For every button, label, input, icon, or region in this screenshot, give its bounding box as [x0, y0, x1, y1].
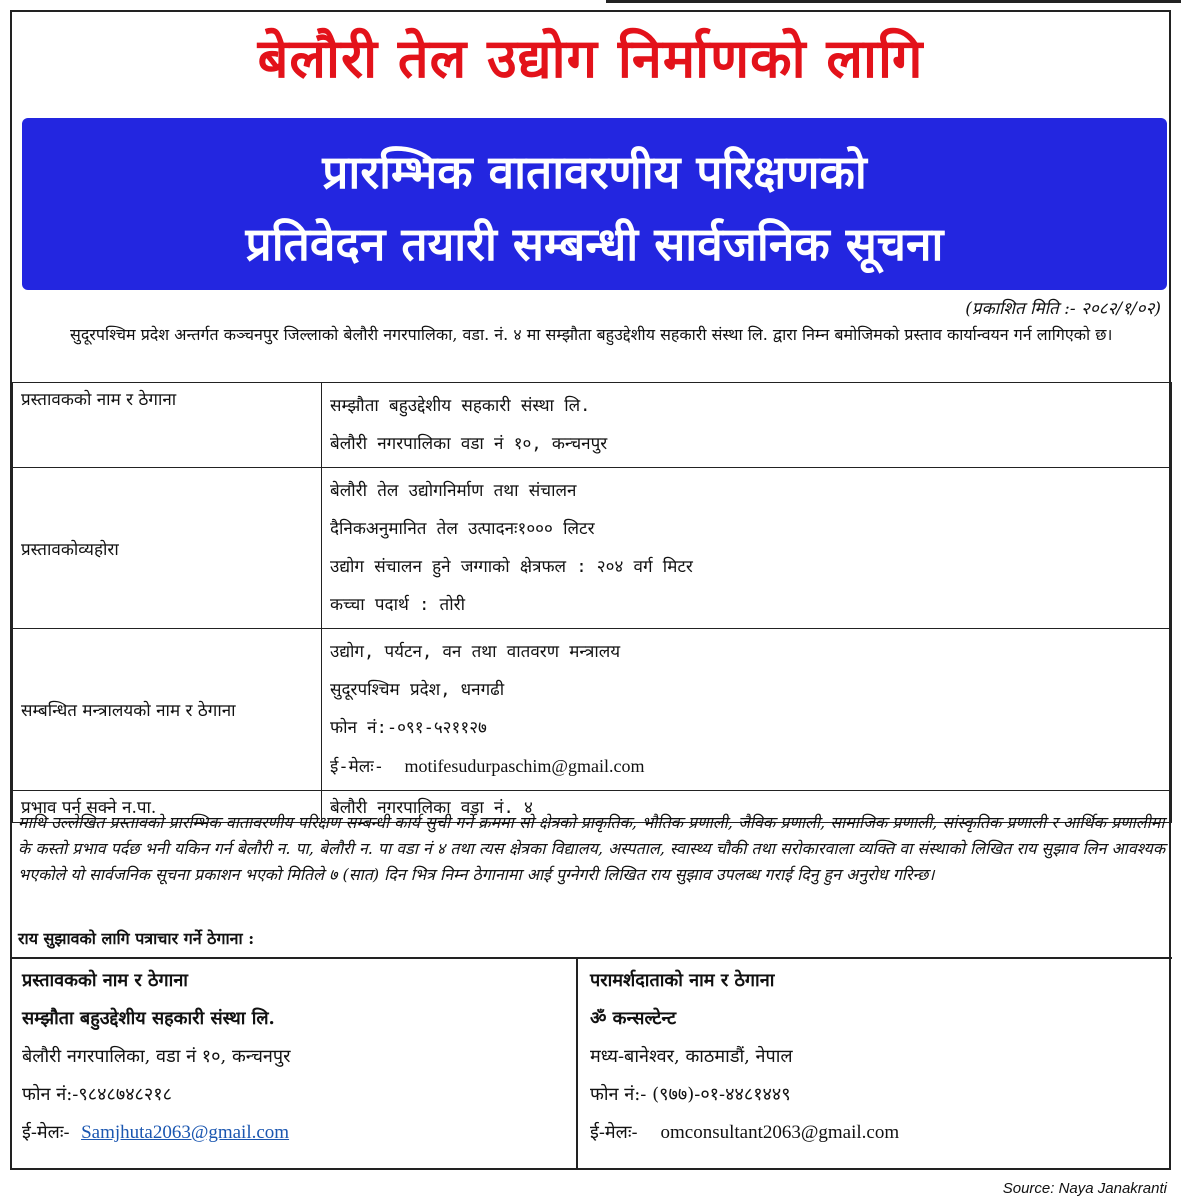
consultant-contact-org: ॐ कन्सल्टेन्ट [590, 1008, 677, 1029]
row-value-proposal [322, 468, 1172, 629]
banner-line-1: प्रारम्भिक वातावरणीय परिक्षणको [322, 145, 867, 199]
consultant-contact [590, 962, 899, 1152]
proponent-contact-phone: फोन नं:-९८४८७४८२१८ [22, 1084, 172, 1105]
consultant-contact-heading: परामर्शदाताको नाम र ठेगाना [590, 970, 775, 991]
intro-text: सुदूरपश्चिम प्रदेश अन्तर्गत कञ्चनपुर जिल्लाको बेलौरी नगरपालिका, वडा. नं. ४ मा सम्झौता बहुउद्देशीय सहकारी संस्था लि. द्वारा निम्न बमोजिमको प्रस्ताव कार्यान्वयन गर्न लागिएको छ। [70, 325, 1113, 344]
proponent-email-link[interactable]: Samjhuta2063@gmail.com [81, 1122, 290, 1143]
email-label: ई-मेलः- [330, 757, 384, 777]
proposal-line: दैनिकअनुमानित तेल उत्पादनः१००० लिटर [330, 519, 595, 539]
ministry-email: motifesudurpaschim@gmail.com [404, 756, 645, 776]
banner-line-2: प्रतिवेदन तयारी सम्बन्धी सार्वजनिक सूचना [245, 217, 944, 271]
ministry-name: उद्योग, पर्यटन, वन तथा वातवरण मन्त्रालय [330, 642, 621, 662]
consultant-contact-phone: फोन नं:- (९७७)-०१-४४८१४४९ [590, 1084, 791, 1105]
ministry-email-row [330, 747, 1163, 786]
proponent-contact-address: बेलौरी नगरपालिका, वडा नं १०, कन्चनपुर [22, 1046, 291, 1067]
row-value-proponent [322, 383, 1172, 468]
contact-divider-horizontal [12, 957, 1172, 959]
consultant-contact-address: मध्य-बानेश्वर, काठमाडौं, नेपाल [590, 1046, 793, 1067]
proposal-info-table [12, 382, 1172, 823]
email-label: ई-मेलः- [590, 1122, 638, 1143]
row-label-ministry: सम्बन्धित मन्त्रालयको नाम र ठेगाना [13, 629, 322, 791]
email-label: ई-मेलः- [22, 1122, 70, 1143]
row-label-proponent: प्रस्तावकको नाम र ठेगाना [13, 383, 322, 468]
top-border-line [606, 0, 1181, 3]
table-row [13, 383, 1172, 468]
proponent-contact-org: सम्झौता बहुउद्देशीय सहकारी संस्था लि. [22, 1008, 275, 1029]
consultant-email: omconsultant2063@gmail.com [660, 1122, 900, 1143]
proponent-contact-heading: प्रस्तावकको नाम र ठेगाना [22, 970, 188, 991]
ministry-address: सुदूरपश्चिम प्रदेश, धनगढी [330, 680, 505, 700]
row-label-proposal: प्रस्तावकोव्यहोरा [13, 468, 322, 629]
row-label-affected-municipality: प्रभाव पर्न सक्ने न.पा. [13, 791, 322, 823]
notice-title: बेलौरी तेल उद्योग निर्माणको लागि [257, 27, 924, 90]
affected-municipality: बेलौरी नगरपालिका वडा नं. ४ [330, 798, 533, 818]
proponent-name: सम्झौता बहुउद्देशीय सहकारी संस्था लि. [330, 396, 591, 416]
proponent-contact [22, 962, 291, 1152]
publish-date: (प्रकाशित मिति :- २०८२/१/०२) [965, 299, 1161, 319]
proponent-address: बेलौरी नगरपालिका वडा नं १०, कन्चनपुर [330, 434, 608, 454]
table-row [13, 629, 1172, 791]
notice-banner [22, 118, 1167, 290]
proponent-email-row [22, 1114, 291, 1152]
proposal-line: उद्योग संचालन हुने जग्गाको क्षेत्रफल : २०४ वर्ग मिटर [330, 557, 693, 577]
consultant-email-row [590, 1114, 899, 1152]
proposal-line: कच्चा पदार्थ : तोरी [330, 595, 466, 615]
ministry-phone: फोन नं:-०९१-५२११२७ [330, 718, 487, 738]
correspondence-heading: राय सुझावको लागि पत्राचार गर्ने ठेगाना : [18, 929, 255, 948]
proposal-line: बेलौरी तेल उद्योगनिर्माण तथा संचालन [330, 481, 577, 501]
table-row [13, 468, 1172, 629]
contact-divider-vertical [576, 957, 578, 1170]
source-credit: Source: Naya Janakranti [1002, 1180, 1167, 1197]
row-value-ministry [322, 629, 1172, 791]
request-paragraph: माथि उल्लेखित प्रस्तावको प्रारम्भिक वातावरणीय परिक्षण सम्बन्धी कार्य सुची गर्ने क्रममा सो क्षेत्रको प्राकृतिक, भौतिक प्रणाली, जैविक प्रणाली, सामाजिक प्रणाली, सांस्कृतिक प्रणाली र आर्थिक प्रणालीमा के कस्तो प्रभाव पर्दछ भनी यकिन गर्न बेलौरी न. पा, बेलौरी न. पा वडा नं ४ तथा त्यस क्षेत्रका विद्यालय, अस्पताल, स्वास्थ्य चौकी तथा सरोकारवाला व्यक्ति वा संस्थाको लिखित राय सुझाव लिन आवश्यक भएकोले यो सार्वजनिक सूचना प्रकाशन भएको मितिले ७ (सात) दिन भित्र निम्न ठेगानामा आई पुग्नेगरी लिखित राय सुझाव उपलब्ध गराई दिनु हुन अनुरोध गरिन्छ। [18, 813, 1166, 884]
